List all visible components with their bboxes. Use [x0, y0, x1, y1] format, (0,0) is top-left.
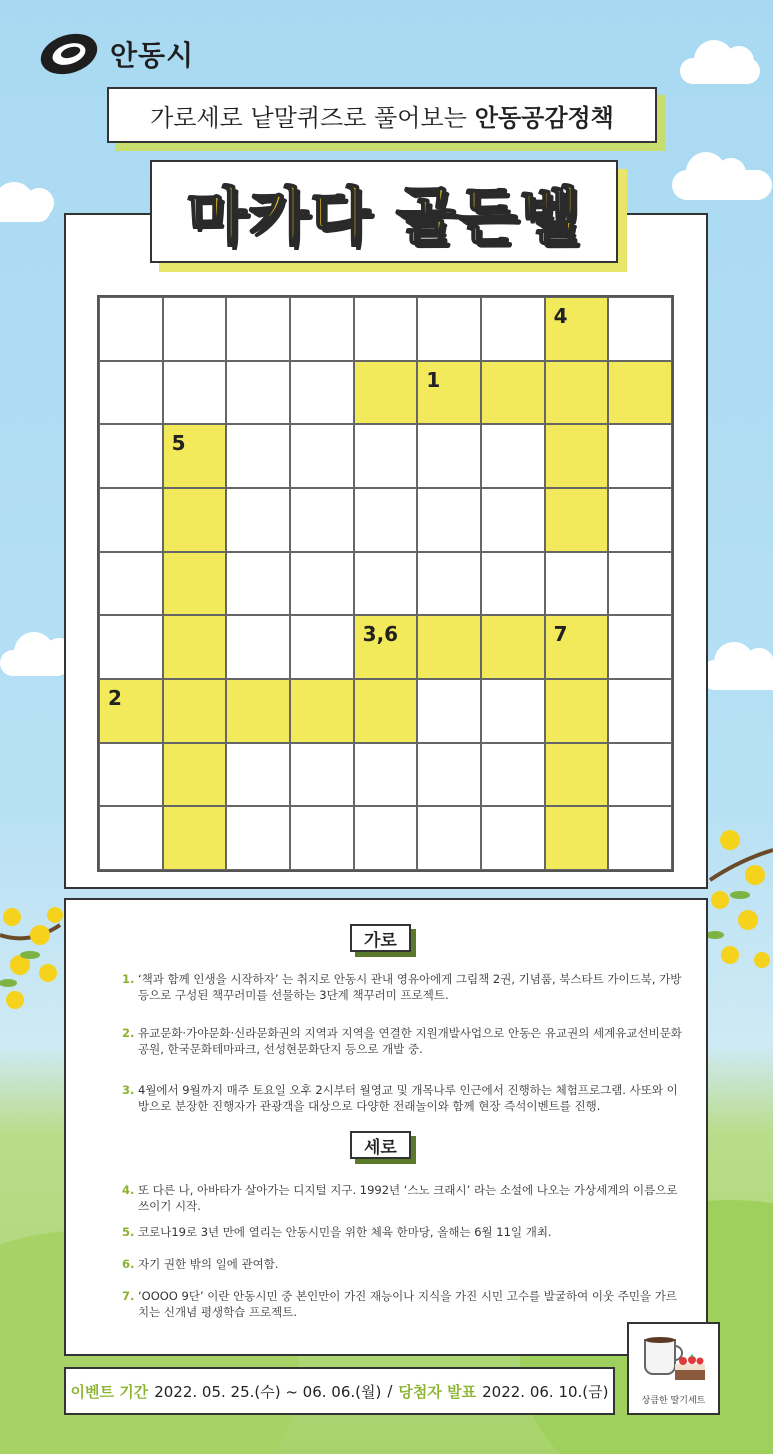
crossword-cell	[226, 743, 290, 807]
crossword-cell	[354, 552, 418, 616]
crossword-cell	[99, 552, 163, 616]
crossword-cell	[99, 488, 163, 552]
crossword-cell	[417, 806, 481, 870]
crossword-answer-cell[interactable]	[163, 615, 227, 679]
crossword-cell	[226, 297, 290, 361]
event-period-value: 2022. 05. 25.(수) ~ 06. 06.(월)	[154, 1382, 382, 1401]
crossword-cell	[99, 806, 163, 870]
crossword-cell	[608, 552, 672, 616]
crossword-answer-cell[interactable]	[163, 424, 227, 488]
crossword-cell	[290, 615, 354, 679]
clue-number: 4.	[122, 1183, 135, 1197]
crossword-cell	[354, 424, 418, 488]
crossword-answer-cell[interactable]	[417, 361, 481, 425]
clue-down-6	[122, 1256, 682, 1272]
prize-box	[627, 1322, 720, 1415]
crossword-answer-cell[interactable]	[481, 361, 545, 425]
crossword-answer-cell[interactable]	[481, 615, 545, 679]
crossword-cell	[608, 679, 672, 743]
crossword-cell	[417, 743, 481, 807]
event-separator: /	[387, 1382, 393, 1400]
andong-city-logo-icon	[38, 30, 100, 78]
cloud	[672, 170, 772, 200]
crossword-answer-cell[interactable]	[545, 615, 609, 679]
crossword-cell	[608, 615, 672, 679]
crossword-answer-cell[interactable]	[545, 488, 609, 552]
crossword-cell	[481, 297, 545, 361]
clue-text: 유교문화·가야문화·신라문화권의 지역과 지역을 연결한 지원개발사업으로 안동은 유교권의 세계유교선비문화공원, 한국문화테마파크, 선성현문화단지 등으로 개발 중.	[138, 1026, 682, 1056]
winner-label: 당첨자 발표	[398, 1382, 477, 1401]
crossword-cell	[99, 297, 163, 361]
clue-across-2	[122, 1025, 682, 1057]
crossword-answer-cell[interactable]	[163, 806, 227, 870]
subtitle-prefix: 가로세로 낱말퀴즈로 풀어보는	[150, 103, 467, 132]
crossword-cell	[608, 743, 672, 807]
winner-value: 2022. 06. 10.(금)	[482, 1382, 609, 1401]
clue-text: ‘OOOO 9단’ 이란 안동시민 중 본인만이 가진 재능이나 지식을 가진 시민 고수를 발굴하여 이웃 주민을 가르치는 신개념 평생학습 프로젝트.	[138, 1289, 677, 1319]
crossword-cell	[226, 424, 290, 488]
crossword-cell	[226, 615, 290, 679]
clue-number: 6.	[122, 1257, 135, 1271]
crossword-cell	[481, 424, 545, 488]
clue-number: 1.	[122, 972, 135, 986]
crossword-answer-cell[interactable]	[545, 679, 609, 743]
crossword-cell	[608, 806, 672, 870]
clue-down-5	[122, 1224, 682, 1240]
down-heading: 세로	[350, 1131, 411, 1159]
logo-text: 안동시	[110, 39, 195, 72]
crossword-cell	[290, 806, 354, 870]
clue-number: 7.	[122, 1289, 135, 1303]
crossword-answer-cell[interactable]	[163, 679, 227, 743]
crossword-answer-cell[interactable]	[545, 361, 609, 425]
crossword-answer-cell[interactable]	[99, 679, 163, 743]
crossword-answer-cell[interactable]	[354, 361, 418, 425]
crossword-cell	[354, 743, 418, 807]
crossword-answer-cell[interactable]	[163, 552, 227, 616]
crossword-answer-cell[interactable]	[608, 361, 672, 425]
crossword-cell	[608, 424, 672, 488]
cloud	[700, 660, 773, 690]
crossword-answer-cell[interactable]	[226, 679, 290, 743]
event-period-label: 이벤트 기간	[70, 1382, 149, 1401]
crossword-cell	[354, 806, 418, 870]
clue-down-4	[122, 1182, 682, 1214]
clue-across-3	[122, 1082, 682, 1114]
crossword-answer-cell[interactable]	[354, 679, 418, 743]
crossword-cell	[290, 488, 354, 552]
cloud	[0, 200, 50, 222]
coffee-and-cake-icon	[637, 1330, 713, 1390]
across-heading: 가로	[350, 924, 411, 952]
page-title: 마카다 골든벨	[186, 180, 582, 253]
crossword-cell	[417, 424, 481, 488]
crossword-cell	[290, 743, 354, 807]
event-info-bar	[64, 1367, 615, 1415]
crossword-answer-cell[interactable]	[354, 615, 418, 679]
crossword-cell	[417, 552, 481, 616]
clue-number: 3.	[122, 1083, 135, 1097]
crossword-cell	[545, 552, 609, 616]
crossword-cell	[226, 552, 290, 616]
crossword-cell	[226, 806, 290, 870]
prize-caption: 상큼한 딸기세트	[641, 1396, 706, 1406]
crossword-cell	[608, 488, 672, 552]
crossword-cell	[99, 361, 163, 425]
clue-number-label: 3,6	[362, 622, 399, 647]
crossword-answer-cell[interactable]	[290, 679, 354, 743]
crossword-cell	[226, 488, 290, 552]
clue-number-label: 7	[553, 622, 568, 647]
crossword-cell	[290, 297, 354, 361]
crossword-cell	[354, 488, 418, 552]
clue-number-label: 2	[108, 686, 122, 710]
crossword-cell	[417, 679, 481, 743]
crossword-answer-cell[interactable]	[163, 743, 227, 807]
crossword-cell	[99, 743, 163, 807]
crossword-cell	[481, 679, 545, 743]
crossword-grid	[97, 295, 674, 872]
clue-text: 4월에서 9월까지 매주 토요일 오후 2시부터 월영교 및 개목나루 인근에서 진행하는 체험프로그램. 사또와 이방으로 분장한 진행자가 관광객을 대상으로 다양한 전래놀이와 함께 현장 즉석이벤트를 진행.	[138, 1083, 678, 1113]
clue-text: 코로나19로 3년 만에 열리는 안동시민을 위한 체육 한마당, 올해는 6월 11일 개최.	[138, 1225, 552, 1239]
cloud	[680, 58, 760, 84]
crossword-cell	[481, 806, 545, 870]
clue-number-label: 5	[171, 431, 186, 456]
crossword-cell	[354, 297, 418, 361]
clue-number-label: 4	[553, 304, 568, 328]
city-logo[interactable]	[38, 30, 194, 78]
crossword-cell	[417, 488, 481, 552]
subtitle-banner	[107, 87, 657, 143]
crossword-cell	[163, 361, 227, 425]
crossword-answer-cell[interactable]	[545, 424, 609, 488]
crossword-cell	[481, 552, 545, 616]
clue-number: 5.	[122, 1225, 135, 1239]
cloud	[0, 650, 70, 676]
crossword-cell	[163, 297, 227, 361]
crossword-cell	[481, 488, 545, 552]
crossword-cell	[417, 297, 481, 361]
crossword-answer-cell[interactable]	[417, 615, 481, 679]
crossword-cell	[99, 615, 163, 679]
crossword-answer-cell[interactable]	[545, 806, 609, 870]
clue-across-1	[122, 971, 682, 1003]
crossword-cell	[99, 424, 163, 488]
crossword-cell	[481, 743, 545, 807]
crossword-cell	[226, 361, 290, 425]
clue-text: ‘책과 함께 인생을 시작하자’ 는 취지로 안동시 관내 영유아에게 그림책 2권, 기념품, 북스타트 가이드북, 가방 등으로 구성된 책꾸러미를 선물하는 3단계 책꾸러미 프로젝트.	[138, 972, 682, 1002]
clue-number-label: 1	[426, 367, 441, 392]
title-banner	[150, 160, 618, 263]
forsythia-branch-left	[0, 895, 70, 1025]
crossword-answer-cell[interactable]	[545, 297, 609, 361]
subtitle-bold: 안동공감정책	[474, 103, 614, 132]
clue-number: 2.	[122, 1026, 135, 1040]
forsythia-branch-right	[700, 820, 773, 980]
crossword-cell	[290, 552, 354, 616]
crossword-cell	[608, 297, 672, 361]
clue-down-7	[122, 1288, 682, 1320]
crossword-cell	[290, 424, 354, 488]
crossword-answer-cell[interactable]	[545, 743, 609, 807]
crossword-cell	[290, 361, 354, 425]
crossword-answer-cell[interactable]	[163, 488, 227, 552]
clue-text: 또 다른 나, 아바타가 살아가는 디지털 지구. 1992년 ‘스노 크래시’ 라는 소설에 나오는 가상세계의 이름으로 쓰이기 시작.	[138, 1183, 678, 1213]
clue-text: 자기 권한 밖의 일에 관여함.	[138, 1257, 279, 1271]
